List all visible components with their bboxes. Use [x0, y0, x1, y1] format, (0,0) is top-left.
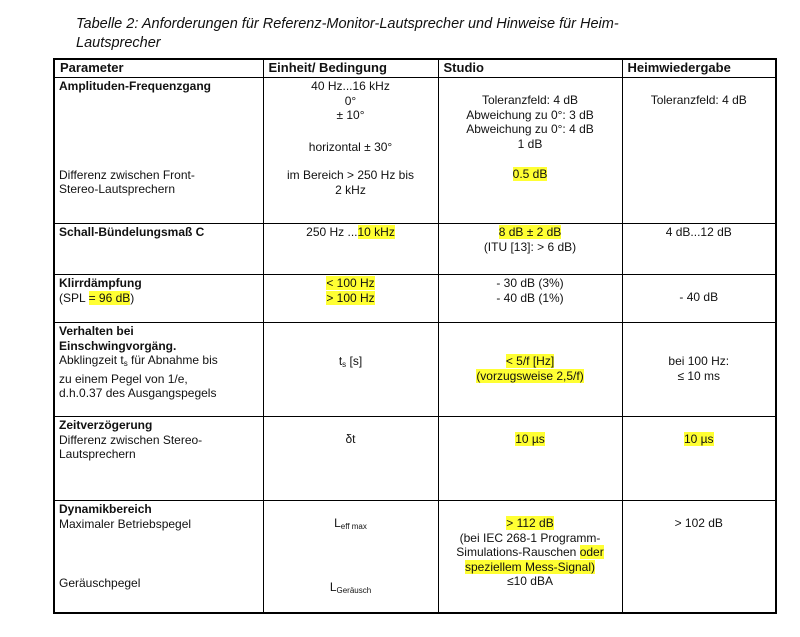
highlight-value: oder	[579, 545, 604, 559]
heim-text: bei 100 Hz:	[668, 354, 730, 368]
table-caption	[76, 15, 756, 53]
param-einschwing	[54, 323, 263, 417]
subscript: Geräusch	[336, 585, 372, 595]
param-klirr	[54, 275, 263, 323]
unit-text: 0°	[344, 93, 357, 108]
param-desc: Differenz zwischen Stereo-	[59, 432, 203, 447]
studio-text: Abweichung zu 0°: 3 dB	[466, 107, 594, 122]
heim-text: Toleranzfeld: 4 dB	[650, 93, 747, 107]
param-title: Amplituden-Frequenzgang	[59, 79, 211, 93]
unit-zeit	[263, 417, 438, 501]
header-einheit: Einheit/ Bedingung	[263, 59, 438, 78]
heim-klirr	[622, 275, 776, 323]
subscript: s	[342, 360, 347, 369]
param-desc: für Abnahme bis	[127, 353, 218, 367]
unit-amplituden	[263, 78, 438, 224]
heim-text: > 102 dB	[674, 516, 723, 530]
requirements-table	[53, 58, 777, 614]
highlight-value: 10 kHz	[357, 225, 395, 239]
highlight-value: = 96 dB	[88, 290, 131, 305]
param-title: Einschwingvorgäng.	[59, 338, 177, 353]
highlight-value: speziellem Mess-Signal)	[464, 559, 596, 574]
param-zeit	[54, 417, 263, 501]
highlight-value: 10 µs	[515, 432, 545, 446]
param-title: Schall-Bündelungsmaß C	[59, 225, 205, 239]
studio-schall	[438, 224, 622, 275]
row-schall	[54, 224, 776, 275]
param-schall	[54, 224, 263, 275]
param-desc: Lautsprechern	[59, 447, 136, 461]
row-dynamik	[54, 501, 776, 613]
unit-text: 2 kHz	[335, 182, 366, 197]
highlight-value: 8 dB ± 2 dB	[498, 225, 562, 239]
header-row	[54, 59, 776, 78]
heim-einschwing	[622, 323, 776, 417]
unit-einschwing	[263, 323, 438, 417]
param-title: Verhalten bei	[59, 324, 134, 338]
caption-line-1: Tabelle 2: Anforderungen für Referenz-Monitor-Lautsprecher und Hinweise für Heim-	[76, 16, 619, 32]
unit-text: ± 10°	[336, 108, 365, 122]
studio-text: Simulations-Rauschen	[456, 545, 580, 559]
param-desc: zu einem Pegel von 1/e,	[59, 371, 188, 386]
param-desc: )	[130, 290, 135, 305]
studio-zeit	[438, 417, 622, 501]
param-title: Klirrdämpfung	[59, 276, 142, 290]
studio-text: Toleranzfeld: 4 dB	[481, 93, 579, 107]
param-desc: Maximaler Betriebspegel	[59, 516, 192, 531]
studio-text: - 40 dB (1%)	[496, 290, 564, 305]
unit-text: L	[329, 579, 337, 594]
unit-text: 40 Hz...16 kHz	[311, 79, 390, 93]
header-heim: Heimwiedergabe	[622, 59, 776, 78]
heim-text: 4 dB...12 dB	[665, 225, 732, 239]
highlight-value: 10 µs	[683, 432, 714, 446]
row-zeit	[54, 417, 776, 501]
studio-text: 1 dB	[517, 136, 543, 151]
param-desc: (SPL	[59, 290, 86, 305]
subscript: eff max	[340, 522, 367, 531]
highlight-value: > 112 dB	[506, 516, 554, 530]
row-einschwing	[54, 323, 776, 417]
unit-text: L	[334, 516, 341, 530]
highlight-value: < 5/f [Hz]	[505, 354, 555, 368]
unit-text: im Bereich > 250 Hz bis	[286, 168, 415, 182]
row-klirr	[54, 275, 776, 323]
heim-zeit	[622, 417, 776, 501]
unit-text: [s]	[346, 354, 363, 368]
highlight-value: 0.5 dB	[512, 167, 548, 181]
studio-text: Abweichung zu 0°: 4 dB	[466, 122, 594, 136]
unit-text: δt	[345, 432, 356, 446]
param-title: Zeitverzögerung	[59, 418, 153, 432]
row-amplituden	[54, 78, 776, 224]
unit-dynamik	[263, 501, 438, 613]
studio-text: - 30 dB (3%)	[496, 276, 564, 290]
studio-klirr	[438, 275, 622, 323]
heim-dynamik	[622, 501, 776, 613]
unit-klirr	[263, 275, 438, 323]
heim-amplituden	[622, 78, 776, 224]
highlight-value: (vorzugsweise 2,5/f)	[476, 368, 584, 383]
caption-line-2: Lautsprecher	[76, 35, 161, 51]
studio-amplituden	[438, 78, 622, 224]
subscript: s	[123, 359, 128, 368]
studio-einschwing	[438, 323, 622, 417]
param-title: Dynamikbereich	[59, 502, 152, 516]
heim-text: ≤ 10 ms	[677, 368, 721, 383]
studio-text: ≤10 dBA	[507, 574, 553, 588]
highlight-value: > 100 Hz	[326, 290, 375, 305]
studio-text: (ITU [13]: > 6 dB)	[483, 239, 577, 254]
param-desc: Stereo-Lautsprechern	[59, 182, 176, 196]
unit-text: horizontal ± 30°	[308, 139, 393, 154]
header-studio: Studio	[438, 59, 622, 78]
header-parameter: Parameter	[54, 59, 263, 78]
param-amplituden	[54, 78, 263, 224]
highlight-value: < 100 Hz	[326, 276, 375, 290]
studio-text: (bei IEC 268-1 Programm-	[459, 530, 601, 545]
param-dynamik	[54, 501, 263, 613]
param-desc: Abklingzeit t	[59, 353, 124, 367]
unit-text: 250 Hz ...	[306, 225, 358, 239]
heim-schall	[622, 224, 776, 275]
unit-text: t	[338, 354, 343, 368]
param-desc: d.h.0.37 des Ausgangspegels	[59, 386, 217, 400]
heim-text: - 40 dB	[679, 290, 719, 304]
unit-schall	[263, 224, 438, 275]
param-desc: Differenz zwischen Front-	[59, 167, 195, 182]
studio-dynamik	[438, 501, 622, 613]
param-desc: Geräuschpegel	[59, 576, 141, 590]
